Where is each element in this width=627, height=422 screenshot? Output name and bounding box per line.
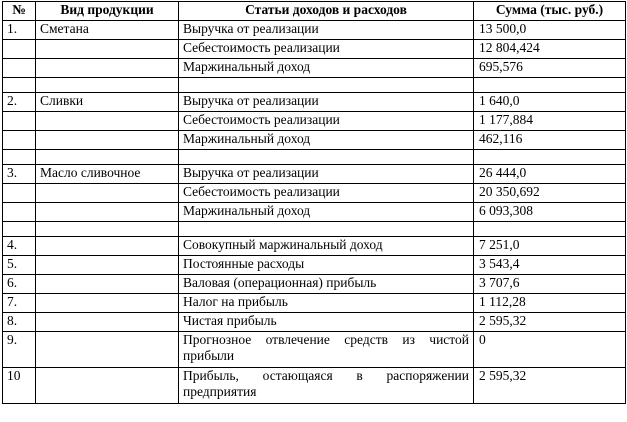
row-num: 7. xyxy=(3,294,36,313)
table-row xyxy=(3,21,626,40)
row-num: 4. xyxy=(3,237,36,256)
summary-row xyxy=(3,237,626,256)
product-name: Сметана xyxy=(36,21,179,40)
income-expense-table xyxy=(2,1,626,404)
item-label: Себестоимость реализации xyxy=(179,112,474,131)
item-label: Прибыль, остающаяся в распоряжении предприятия xyxy=(179,368,474,404)
header-row xyxy=(3,2,626,21)
spacer-row xyxy=(3,78,626,93)
item-label: Совокупный маржинальный доход xyxy=(179,237,474,256)
item-label: Прогнозное отвлечение средств из чистой прибыли xyxy=(179,332,474,368)
item-label: Постоянные расходы xyxy=(179,256,474,275)
table-row xyxy=(3,112,626,131)
amount-value: 20 350,692 xyxy=(474,184,626,203)
amount-value: 12 804,424 xyxy=(474,40,626,59)
item-label: Себестоимость реализации xyxy=(179,40,474,59)
item-label: Валовая (операционная) прибыль xyxy=(179,275,474,294)
item-label: Налог на прибыль xyxy=(179,294,474,313)
item-label: Маржинальный доход xyxy=(179,203,474,222)
item-label: Выручка от реализации xyxy=(179,93,474,112)
item-label: Выручка от реализации xyxy=(179,21,474,40)
amount-value: 695,576 xyxy=(474,59,626,78)
summary-row xyxy=(3,313,626,332)
row-num: 1. xyxy=(3,21,36,40)
spacer-row xyxy=(3,222,626,237)
amount-value: 1 177,884 xyxy=(474,112,626,131)
amount-value: 13 500,0 xyxy=(474,21,626,40)
amount-value: 6 093,308 xyxy=(474,203,626,222)
summary-row xyxy=(3,368,626,404)
item-label: Себестоимость реализации xyxy=(179,184,474,203)
row-num: 2. xyxy=(3,93,36,112)
table-row xyxy=(3,184,626,203)
header-product: Вид продукции xyxy=(36,2,179,21)
row-num: 8. xyxy=(3,313,36,332)
amount-value: 7 251,0 xyxy=(474,237,626,256)
summary-row xyxy=(3,294,626,313)
amount-value: 1 640,0 xyxy=(474,93,626,112)
amount-value: 3 707,6 xyxy=(474,275,626,294)
summary-row xyxy=(3,275,626,294)
summary-row xyxy=(3,256,626,275)
table-row xyxy=(3,40,626,59)
amount-value: 0 xyxy=(474,332,626,368)
product-name: Сливки xyxy=(36,93,179,112)
table-row xyxy=(3,165,626,184)
amount-value: 1 112,28 xyxy=(474,294,626,313)
product-name: Масло сливочное xyxy=(36,165,179,184)
row-num: 3. xyxy=(3,165,36,184)
row-num: 6. xyxy=(3,275,36,294)
header-num: № xyxy=(3,2,36,21)
amount-value: 26 444,0 xyxy=(474,165,626,184)
table-row xyxy=(3,93,626,112)
item-label: Маржинальный доход xyxy=(179,59,474,78)
table-row xyxy=(3,59,626,78)
row-num: 10 xyxy=(3,368,36,404)
header-item: Статьи доходов и расходов xyxy=(179,2,474,21)
table-row xyxy=(3,131,626,150)
row-num: 9. xyxy=(3,332,36,368)
item-label: Выручка от реализации xyxy=(179,165,474,184)
row-num: 5. xyxy=(3,256,36,275)
amount-value: 2 595,32 xyxy=(474,313,626,332)
spacer-row xyxy=(3,150,626,165)
summary-row xyxy=(3,332,626,368)
amount-value: 2 595,32 xyxy=(474,368,626,404)
amount-value: 3 543,4 xyxy=(474,256,626,275)
header-amount: Сумма (тыс. руб.) xyxy=(474,2,626,21)
item-label: Маржинальный доход xyxy=(179,131,474,150)
table-row xyxy=(3,203,626,222)
item-label: Чистая прибыль xyxy=(179,313,474,332)
amount-value: 462,116 xyxy=(474,131,626,150)
